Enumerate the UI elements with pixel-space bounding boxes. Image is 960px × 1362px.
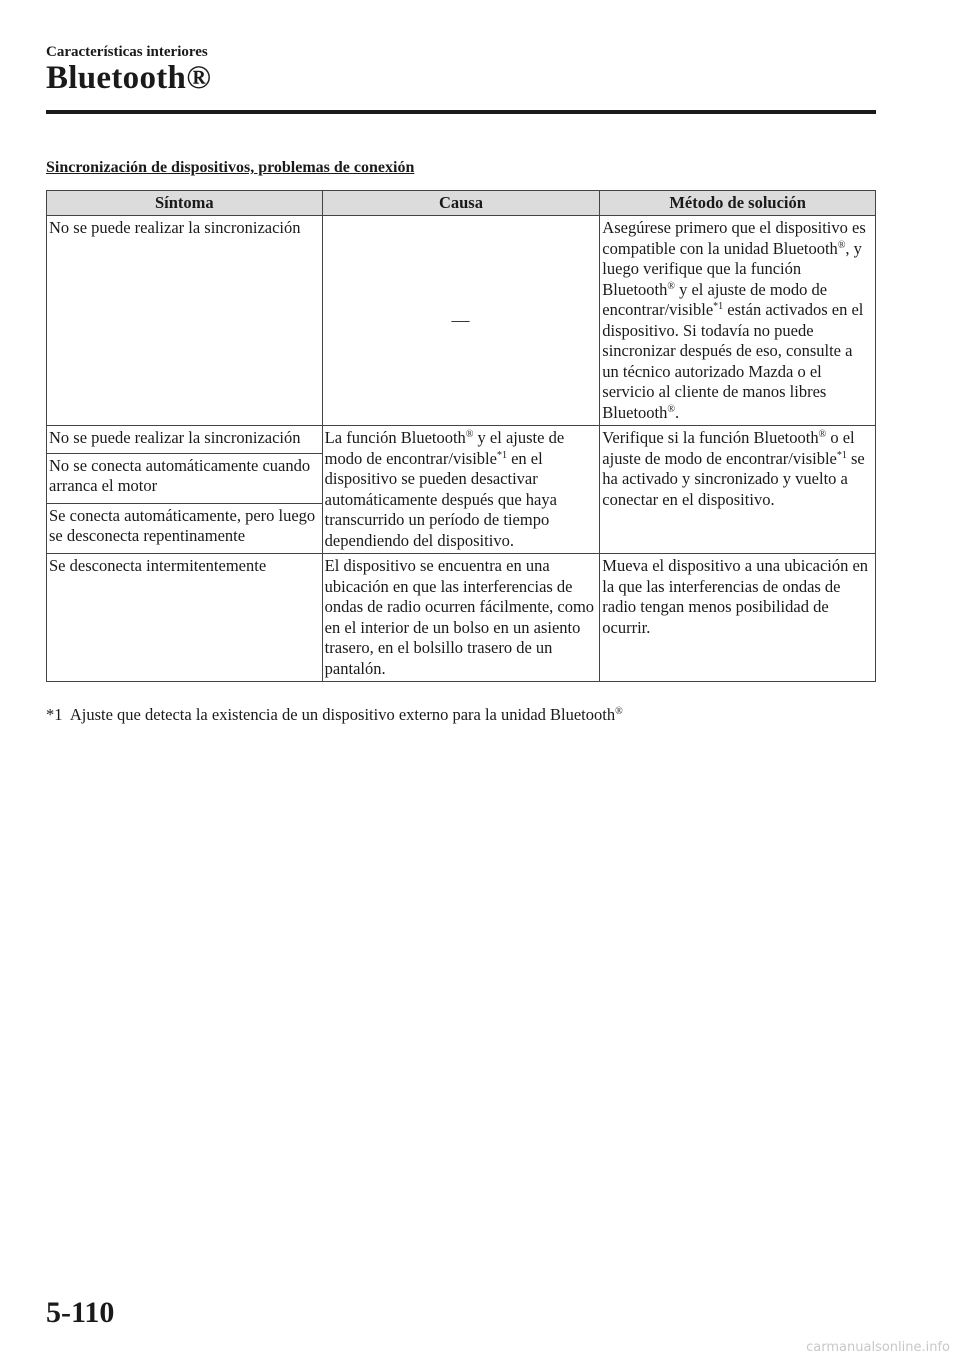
registered-mark: ® (837, 239, 846, 251)
registered-mark: ® (667, 280, 675, 292)
solution-text: Asegúrese primero que el dispositivo es compatible con la unidad Bluetooth (602, 218, 866, 258)
registered-mark: ® (667, 403, 675, 415)
troubleshooting-table (46, 190, 876, 682)
solution-text: . (674, 402, 680, 422)
title-divider (46, 110, 876, 114)
cause-cell (322, 426, 600, 554)
page-number: 5-110 (46, 1296, 115, 1329)
registered-mark: ® (818, 429, 827, 440)
solution-text: están activados en el dispositivo. Si todavía no puede sincronizar después de eso, consulte a un técnico autorizado Mazda o el servicio al cliente de manos libres Bluetooth (602, 300, 864, 422)
table-header-row (47, 191, 876, 216)
header-solution: Método de solución (600, 191, 876, 216)
watermark: carmanualsonline.info (806, 1340, 950, 1355)
footnote-text: Ajuste que detecta la existencia de un dispositivo externo para la unidad Bluetooth (69, 705, 616, 724)
solution-text: , y luego verifique que la función Bluetooth (602, 238, 862, 299)
footnote (46, 705, 623, 725)
cause-text: La función Bluetooth (324, 428, 466, 447)
header-symptom: Síntoma (47, 191, 323, 216)
footnote-ref: *1 (836, 449, 847, 461)
symptom-cell: Se conecta automáticamente, pero luego se desconecta repentinamente (47, 503, 323, 553)
solution-text: y el ajuste de modo de encontrar/visible (602, 279, 828, 319)
solution-cell (600, 426, 876, 554)
cause-text: en el dispositivo se pueden desactivar automáticamente después que haya transcurrido un período de tiempo dependiendo del dispositivo. (324, 448, 557, 550)
section-label: Características interiores (46, 44, 208, 60)
symptom-cell: Se desconecta intermitentemente (47, 554, 323, 682)
cause-cell: — (322, 216, 600, 426)
solution-text: se ha activado y sincronizado y vuelto a conectar en el dispositivo. (602, 448, 865, 509)
solution-text: Verifique si la función Bluetooth (602, 428, 819, 447)
table-row (47, 554, 876, 682)
header-cause: Causa (322, 191, 600, 216)
registered-mark: ® (615, 706, 623, 717)
symptom-cell: No se conecta automáticamente cuando arranca el motor (47, 453, 323, 503)
solution-cell: Mueva el dispositivo a una ubicación en la que las interferencias de ondas de radio tengan menos posibilidad de ocurrir. (600, 554, 876, 682)
footnote-ref: *1 (713, 301, 724, 312)
footnote-ref: *1 (496, 449, 507, 461)
page-title: Bluetooth® (46, 60, 212, 96)
cause-cell: El dispositivo se encuentra en una ubicación en que las interferencias de ondas de radio ocurren fácilmente, como en el interior de un bolso en un asiento trasero, en el bolsillo trasero de un pantalón. (322, 554, 600, 682)
table-subtitle: Sincronización de dispositivos, problemas de conexión (46, 159, 415, 176)
solution-text: o el ajuste de modo de encontrar/visible (602, 428, 855, 468)
cause-text: y el ajuste de modo de encontrar/visible (324, 428, 565, 468)
table-row (47, 216, 876, 426)
solution-cell (600, 216, 876, 426)
symptom-cell: No se puede realizar la sincronización (47, 426, 323, 454)
table-row (47, 426, 876, 454)
symptom-cell: No se puede realizar la sincronización (47, 216, 323, 426)
registered-mark: ® (465, 429, 474, 440)
footnote-mark: *1 (46, 705, 63, 724)
